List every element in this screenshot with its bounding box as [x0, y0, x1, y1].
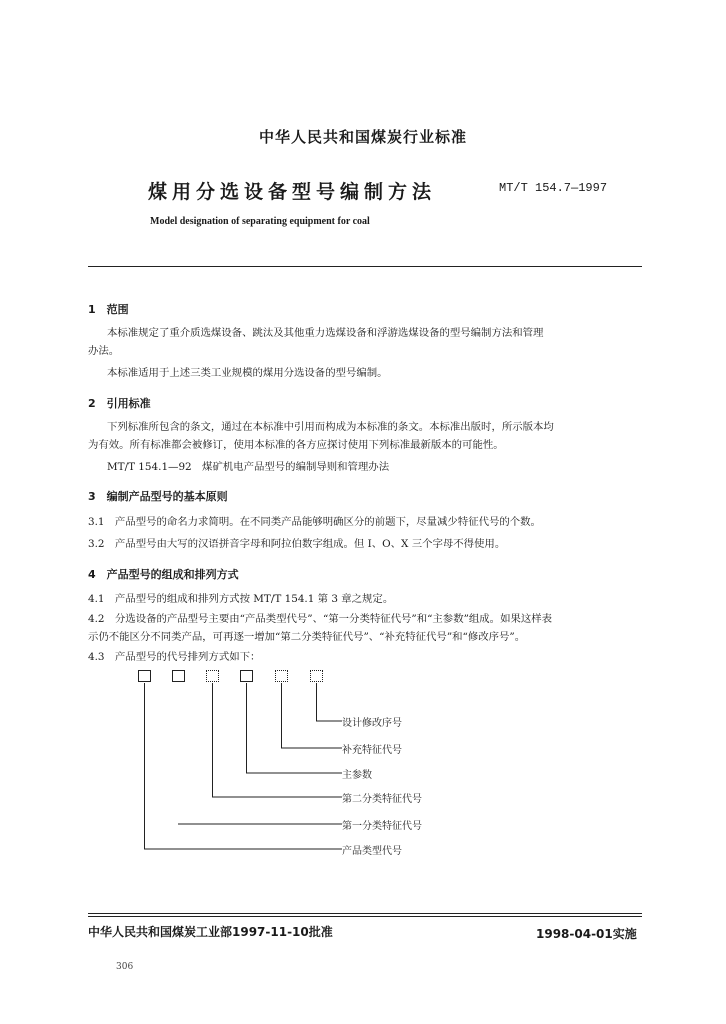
footer-divider-2 — [88, 916, 642, 917]
label-product-type: 产品类型代号 — [342, 846, 402, 857]
implementation-date: 1998-04-01实施 — [536, 927, 637, 941]
section-4-heading: 4 产品型号的组成和排列方式 — [88, 568, 239, 581]
label-revision-number: 设计修改序号 — [342, 718, 402, 729]
approval-footer: 中华人民共和国煤炭工业部1997-11-10批准 — [88, 925, 333, 939]
footer-divider-1 — [88, 913, 642, 914]
clause-3-2: 3.2 产品型号由大写的汉语拼音字母和阿拉伯数字组成。但 I、O、X 三个字母不得使用。 — [88, 538, 506, 550]
section-2-heading: 2 引用标准 — [88, 397, 151, 410]
section-1-heading: 1 范围 — [88, 303, 129, 316]
english-title: Model designation of separating equipment for coal — [150, 216, 370, 227]
document-title: 煤用分选设备型号编制方法 — [148, 181, 437, 203]
section-3-heading: 3 编制产品型号的基本原则 — [88, 490, 228, 503]
clause-4-2: 4.2 分选设备的产品型号主要由“产品类型代号”、“第一分类特征代号”和“主参数”组成。如果这样表 — [88, 613, 553, 625]
clause-4-1: 4.1 产品型号的组成和排列方式按 MT/T 154.1 第 3 章之规定。 — [88, 593, 394, 605]
section-1-paragraph-2: 本标准适用于上述三类工业规模的煤用分选设备的型号编制。 — [107, 367, 388, 379]
section-1-paragraph-1: 本标准规定了重介质选煤设备、跳汰及其他重力选煤设备和浮游选煤设备的型号编制方法和管理 — [107, 327, 544, 339]
standard-category-header: 中华人民共和国煤炭行业标准 — [258, 128, 467, 146]
clause-4-3: 4.3 产品型号的代号排列方式如下： — [88, 651, 261, 663]
label-first-classification: 第一分类特征代号 — [342, 821, 422, 832]
label-supplementary-code: 补充特征代号 — [342, 745, 402, 756]
section-2-paragraph-1-cont: 为有效。所有标准都会被修订，使用本标准的各方应探讨使用下列标准最新版本的可能性。 — [88, 439, 504, 451]
section-2-reference: MT/T 154.1—92 煤矿机电产品型号的编制导则和管理办法 — [107, 461, 390, 473]
label-second-classification: 第二分类特征代号 — [342, 794, 422, 805]
section-2-paragraph-1: 下列标准所包含的条文，通过在本标准中引用而构成为本标准的条文。本标准出版时，所示版本均 — [107, 421, 554, 433]
standard-code: MT/T 154.7—1997 — [499, 181, 608, 195]
section-1-paragraph-1-cont: 办法。 — [88, 345, 120, 357]
clause-3-1: 3.1 产品型号的命名力求简明。在不同类产品能够明确区分的前题下，尽量减少特征代号的个数。 — [88, 516, 541, 528]
page-number: 306 — [116, 962, 134, 972]
clause-4-2-cont: 示仍不能区分不同类产品，可再逐一增加“第二分类特征代号”、“补充特征代号”和“修改序号”。 — [88, 631, 526, 643]
label-main-parameter: 主参数 — [342, 770, 372, 781]
